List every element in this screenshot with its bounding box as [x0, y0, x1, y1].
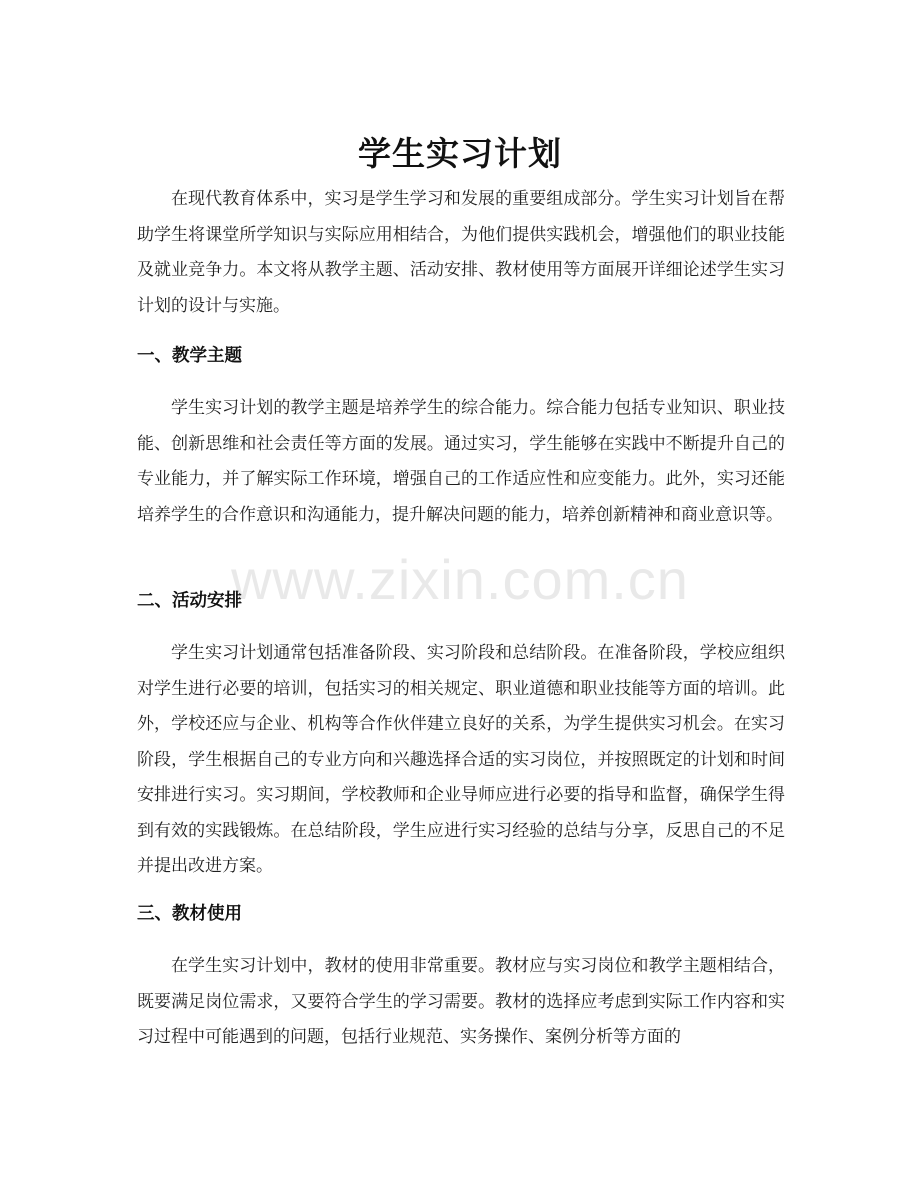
document-title: 学生实习计划: [358, 134, 562, 174]
section-body-teaching-theme: 学生实习计划的教学主题是培养学生的综合能力。综合能力包括专业知识、职业技能、创新思维和社会责任等方面的发展。通过实习，学生能够在实践中不断提升自己的专业能力，并了解实际工作环境，增强自己的工作适应性和应变能力。此外，实习还能培养学生的合作意识和沟通能力，提升解决问题的能力，培养创新精神和商业意识等。: [137, 398, 785, 525]
section-body-activity-arrangement: 学生实习计划通常包括准备阶段、实习阶段和总结阶段。在准备阶段，学校应组织对学生进行必要的培训，包括实习的相关规定、职业道德和职业技能等方面的培训。此外，学校还应与企业、机构等合作伙伴建立良好的关系，为学生提供实习机会。在实习阶段，学生根据自己的专业方向和兴趣选择合适的实习岗位，并按照既定的计划和时间安排进行实习。实习期间，学校教师和企业导师应进行必要的指导和监督，确保学生得到有效的实践锻炼。在总结阶段，学生应进行实习经验的总结与分享，反思自己的不足并提出改进方案。: [137, 643, 785, 876]
section-heading-activity-arrangement: 二、活动安排: [137, 591, 242, 611]
section-heading-teaching-theme: 一、教学主题: [137, 346, 242, 366]
intro-paragraph: 在现代教育体系中，实习是学生学习和发展的重要组成部分。学生实习计划旨在帮助学生将课堂所学知识与实际应用相结合，为他们提供实践机会，增强他们的职业技能及就业竞争力。本文将从教学主题、活动安排、教材使用等方面展开详细论述学生实习计划的设计与实施。: [137, 189, 785, 316]
section-heading-textbook-use: 三、教材使用: [137, 904, 242, 924]
section-body-textbook-use: 在学生实习计划中，教材的使用非常重要。教材应与实习岗位和教学主题相结合，既要满足岗位需求，又要符合学生的学习需要。教材的选择应考虑到实际工作内容和实习过程中可能遇到的问题，包括行业规范、实务操作、案例分析等方面的: [137, 956, 785, 1047]
watermark: www.zixin.com.cn: [231, 548, 689, 611]
